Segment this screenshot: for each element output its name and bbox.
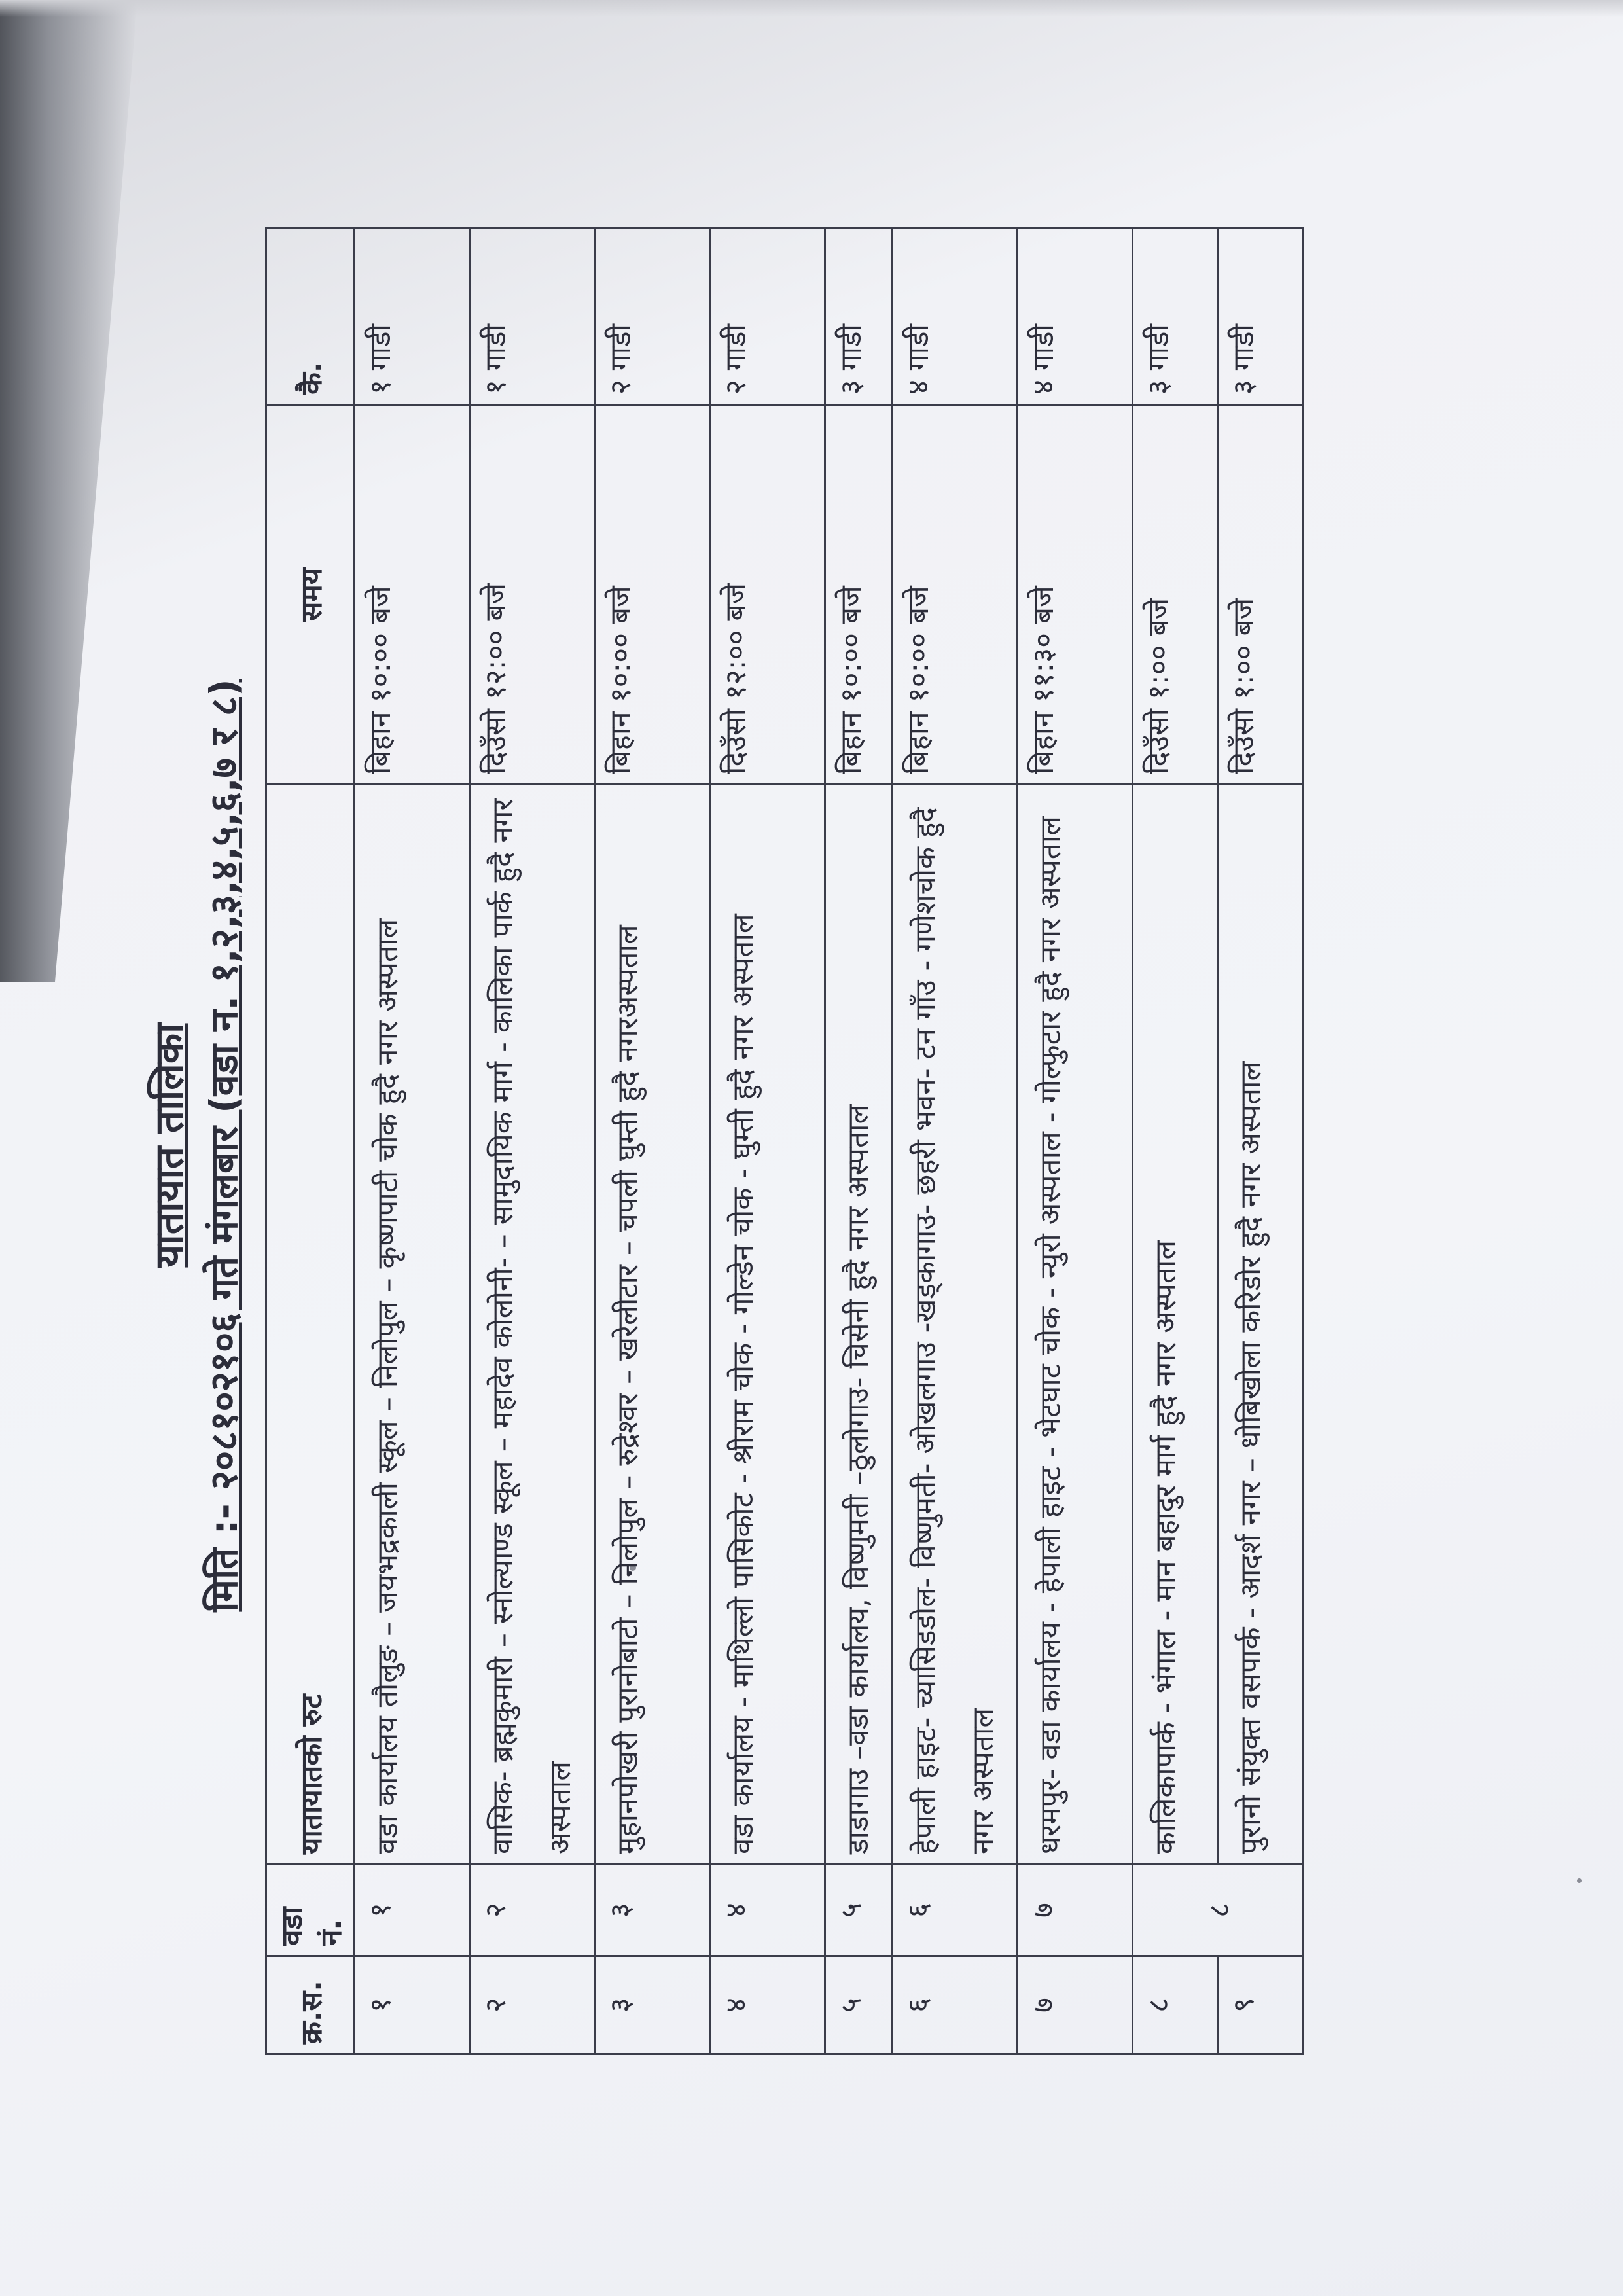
row-sn: ६ — [893, 1956, 1018, 2054]
row-vehicles: २ गाडी — [595, 228, 710, 405]
scan-shadow-top — [0, 0, 1623, 17]
row-time: बिहान १०:०० बजे — [595, 405, 710, 785]
table-row — [595, 228, 710, 2054]
row-sn: ८ — [1133, 1956, 1218, 2054]
row-time: दिउँसो १२:०० बजे — [470, 405, 595, 785]
row-sn: ४ — [710, 1956, 825, 2054]
scan-speck — [1577, 1878, 1582, 1883]
row-ward: ३ — [595, 1865, 710, 1956]
row-ward: १ — [355, 1865, 470, 1956]
row-ward: ८ — [1133, 1865, 1303, 1956]
row-time: दिउँसो १:०० बजे — [1133, 405, 1218, 785]
row-time: बिहान १०:०० बजे — [893, 405, 1018, 785]
table-row — [1218, 228, 1303, 2054]
row-route: धरमपुर- वडा कार्यालय - हेपाली हाइट - भेटघाट चोक - न्युरो अस्पताल - गोल्फुटार हुदै नगर अस्पताल — [1018, 785, 1133, 1865]
row-vehicles: ४ गाडी — [893, 228, 1018, 405]
row-vehicles: १ गाडी — [355, 228, 470, 405]
row-route: वासिक- ब्रह्मकुमारी – स्नोल्याण्ड स्कूल – महादेव कोलोनी- – सामुदायिक मार्ग - कालिका पार्क हुदै नगर अस्पताल — [470, 785, 595, 1865]
row-time: बिहान १०:०० बजे — [825, 405, 893, 785]
row-route: हेपाली हाइट- च्यासिडडोल- विष्णुमती- ओखलगाउ -खड्कागाउ- छहरी भवन- टन गाँउ - गणेशचोक हुदै नगर अस्पताल — [893, 785, 1018, 1865]
row-route: वडा कार्यालय - माथिल्लो पासिकोट - श्रीराम चोक - गोल्डेन चोक - घुम्ती हुदै नगर अस्पताल — [710, 785, 825, 1865]
table-row — [893, 228, 1018, 2054]
header-sn: क्र.स. — [266, 1956, 355, 2054]
row-sn: ७ — [1018, 1956, 1133, 2054]
row-vehicles: ३ गाडी — [825, 228, 893, 405]
table-row — [1018, 228, 1133, 2054]
row-vehicles: १ गाडी — [470, 228, 595, 405]
table-row — [470, 228, 595, 2054]
rotated-document — [128, 39, 1266, 2055]
row-ward: ७ — [1018, 1865, 1133, 1956]
row-sn: १ — [355, 1956, 470, 2054]
header-time: समय — [266, 405, 355, 785]
row-ward: ४ — [710, 1865, 825, 1956]
row-vehicles: ३ गाडी — [1218, 228, 1303, 405]
document-subtitle: मिति :- २०८१०२१०६ गते मंगलबार (वडा न. १,२,३,४,५,६,७ र ८) — [202, 679, 246, 1612]
row-time: दिउँसो १:०० बजे — [1218, 405, 1303, 785]
row-time: बिहान ११:३० बजे — [1018, 405, 1133, 785]
row-ward: ५ — [825, 1865, 893, 1956]
header-route: यातायातको रुट — [266, 785, 355, 1865]
table-row — [710, 228, 825, 2054]
row-sn: ३ — [595, 1956, 710, 2054]
row-route: कालिकापार्क - भंगाल - मान बहादुर मार्ग हुदै नगर अस्पताल — [1133, 785, 1218, 1865]
table-row — [825, 228, 893, 2054]
row-time: दिउँसो १२:०० बजे — [710, 405, 825, 785]
row-time: बिहान १०:०० बजे — [355, 405, 470, 785]
schedule-table — [265, 227, 1304, 2055]
row-vehicles: ४ गाडी — [1018, 228, 1133, 405]
row-route: पुरानो संयुक्त वसपार्क - आदर्श नगर – धोबिखोला करिडोर हुदै नगर अस्पताल — [1218, 785, 1303, 1865]
row-route: डाडागाउ –वडा कार्यालय, विष्णुमती –ठुलोगाउ- चिसेनी हुदै नगर अस्पताल — [825, 785, 893, 1865]
header-ward: वडा नं. — [266, 1865, 355, 1956]
row-vehicles: ३ गाडी — [1133, 228, 1218, 405]
row-ward: ६ — [893, 1865, 1018, 1956]
row-sn: ५ — [825, 1956, 893, 2054]
row-sn: २ — [470, 1956, 595, 2054]
row-route: मुहानपोखरी पुरानोबाटो – निलोपुल – रुद्रेश्वर – खरेलीटार – चपली घुम्ती हुदै नगरअस्पताल — [595, 785, 710, 1865]
row-sn: ९ — [1218, 1956, 1303, 2054]
row-vehicles: २ गाडी — [710, 228, 825, 405]
table-row — [1133, 228, 1218, 2054]
table-row — [355, 228, 470, 2054]
row-ward: २ — [470, 1865, 595, 1956]
header-remarks: कै. — [266, 228, 355, 405]
table-header-row — [266, 228, 355, 2054]
document-title: यातायात तालिका — [147, 1023, 192, 1268]
row-route: वडा कार्यालय तौलुङ – जयभद्रकाली स्कूल – निलोपुल – कृष्णपाटी चोक हुदै नगर अस्पताल — [355, 785, 470, 1865]
